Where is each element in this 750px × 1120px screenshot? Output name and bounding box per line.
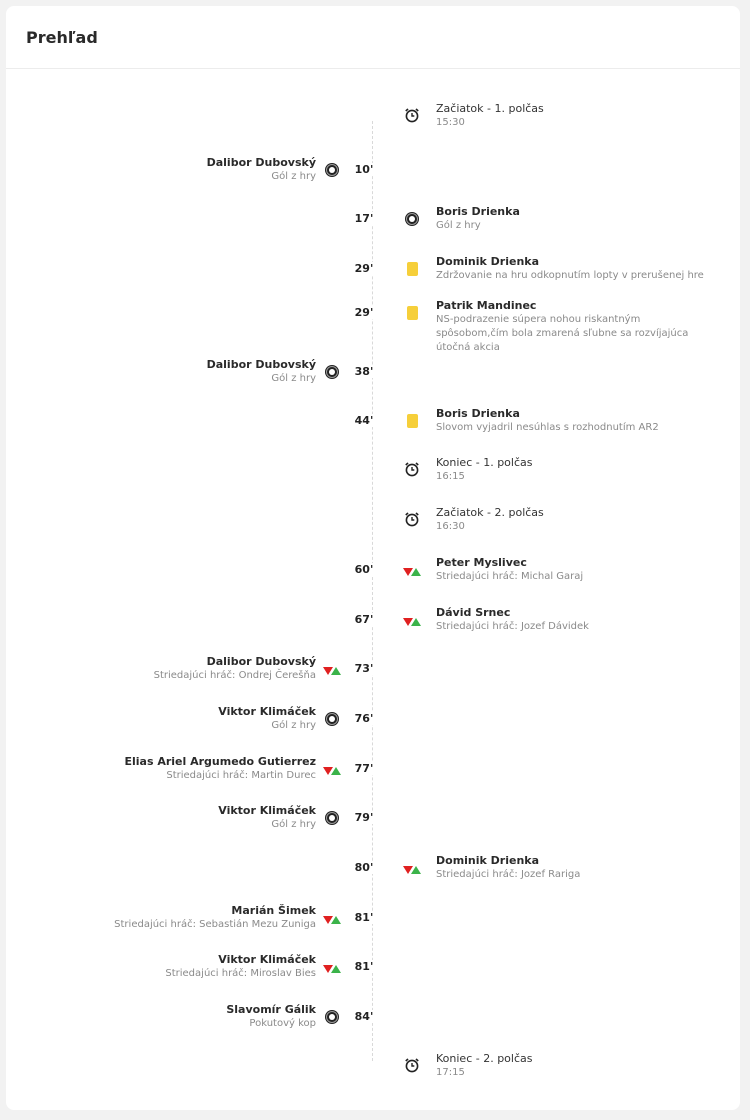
ball-icon	[325, 1009, 339, 1028]
event-detail: 15:30	[436, 117, 465, 128]
substitution-icon	[403, 612, 421, 631]
period-label: Začiatok - 1. polčas	[436, 102, 544, 115]
event-text	[436, 606, 706, 634]
event-detail: 17:15	[436, 1067, 465, 1078]
event-minute: 67'	[346, 613, 382, 626]
event-text	[436, 299, 706, 355]
event-minute: 29'	[346, 306, 382, 319]
substitution-icon	[323, 910, 341, 929]
player-name: Boris Drienka	[436, 407, 520, 420]
overview-card	[6, 6, 740, 1110]
event-icon-slot	[403, 563, 421, 579]
event-text	[436, 255, 706, 283]
player-name: Dalibor Dubovský	[206, 655, 316, 668]
event-icon-slot	[323, 960, 341, 976]
event-minute: 29'	[346, 262, 382, 275]
event-minute: 80'	[346, 861, 382, 874]
event-detail: Striedajúci hráč: Martin Durec	[166, 770, 316, 781]
event-detail: Gól z hry	[436, 220, 481, 231]
event-detail: Striedajúci hráč: Ondrej Čerešňa	[153, 670, 316, 681]
event-detail: Zdržovanie na hru odkopnutím lopty v prerušenej hre	[436, 270, 704, 281]
event-icon-slot	[403, 262, 421, 278]
match-timeline	[6, 6, 740, 1110]
event-text	[436, 506, 706, 534]
event-text	[436, 854, 706, 882]
event-text	[436, 1052, 706, 1080]
player-name: Dominik Drienka	[436, 255, 540, 268]
event-icon-slot	[403, 463, 421, 479]
player-name: Peter Myslivec	[436, 556, 527, 569]
player-name: Dalibor Dubovský	[206, 358, 316, 371]
event-detail: Slovom vyjadril nesúhlas s rozhodnutím AR2	[436, 422, 659, 433]
event-text	[436, 102, 706, 130]
event-minute: 81'	[346, 960, 382, 973]
player-name: Slavomír Gálik	[226, 1003, 316, 1016]
yellow-card-icon	[407, 305, 418, 324]
event-icon-slot	[323, 365, 341, 381]
event-icon-slot	[323, 762, 341, 778]
event-text	[226, 1003, 316, 1031]
event-text	[218, 705, 316, 733]
event-minute: 79'	[346, 811, 382, 824]
player-name: Viktor Klimáček	[218, 705, 316, 718]
yellow-card-icon	[407, 261, 418, 280]
event-icon-slot	[323, 662, 341, 678]
event-detail: Gól z hry	[271, 720, 316, 731]
event-icon-slot	[403, 212, 421, 228]
event-detail: 16:30	[436, 521, 465, 532]
event-text	[124, 755, 316, 783]
clock-icon	[404, 511, 420, 531]
period-label: Začiatok - 2. polčas	[436, 506, 544, 519]
event-detail: 16:15	[436, 471, 465, 482]
event-minute: 77'	[346, 762, 382, 775]
player-name: Elias Ariel Argumedo Gutierrez	[124, 755, 316, 768]
event-minute: 10'	[346, 163, 382, 176]
event-minute: 60'	[346, 563, 382, 576]
event-text	[436, 407, 706, 435]
event-icon-slot	[323, 811, 341, 827]
ball-icon	[325, 810, 339, 829]
substitution-icon	[323, 661, 341, 680]
player-name: Dalibor Dubovský	[206, 156, 316, 169]
period-label: Koniec - 1. polčas	[436, 456, 533, 469]
event-detail: Striedajúci hráč: Sebastián Mezu Zuniga	[114, 919, 316, 930]
event-minute: 38'	[346, 365, 382, 378]
event-text	[114, 904, 316, 932]
player-name: Boris Drienka	[436, 205, 520, 218]
event-text	[436, 456, 706, 484]
event-icon-slot	[403, 861, 421, 877]
clock-icon	[404, 1057, 420, 1077]
event-icon-slot	[403, 1059, 421, 1075]
substitution-icon	[403, 860, 421, 879]
event-minute: 84'	[346, 1010, 382, 1023]
ball-icon	[325, 162, 339, 181]
player-name: Patrik Mandinec	[436, 299, 537, 312]
event-detail: Pokutový kop	[249, 1018, 316, 1029]
event-detail: Gól z hry	[271, 171, 316, 182]
event-minute: 17'	[346, 212, 382, 225]
event-detail: Gól z hry	[271, 819, 316, 830]
event-detail: Gól z hry	[271, 373, 316, 384]
event-minute: 44'	[346, 414, 382, 427]
substitution-icon	[323, 959, 341, 978]
ball-icon	[325, 364, 339, 383]
event-text	[207, 358, 316, 386]
event-icon-slot	[323, 712, 341, 728]
event-text	[436, 556, 706, 584]
event-minute: 76'	[346, 712, 382, 725]
substitution-icon	[323, 761, 341, 780]
event-text	[436, 205, 706, 233]
event-detail: Striedajúci hráč: Miroslav Bies	[165, 968, 316, 979]
player-name: Marián Šimek	[231, 904, 316, 917]
event-detail: Striedajúci hráč: Michal Garaj	[436, 571, 584, 582]
player-name: Dávid Srnec	[436, 606, 511, 619]
event-icon-slot	[403, 306, 421, 322]
event-icon-slot	[403, 109, 421, 125]
event-detail: NS-podrazenie súpera nohou riskantným spôsobom,čím bola zmarená sľubne sa rozvíjajúca útočná akcia	[436, 314, 689, 353]
player-name: Viktor Klimáček	[218, 953, 316, 966]
event-icon-slot	[323, 911, 341, 927]
event-text	[154, 655, 316, 683]
player-name: Dominik Drienka	[436, 854, 540, 867]
event-detail: Striedajúci hráč: Jozef Rariga	[436, 869, 581, 880]
ball-icon	[405, 211, 419, 230]
event-icon-slot	[323, 1010, 341, 1026]
event-text	[218, 804, 316, 832]
page-title: Prehľad	[26, 27, 98, 47]
event-text	[165, 953, 316, 981]
event-minute: 73'	[346, 662, 382, 675]
clock-icon	[404, 107, 420, 127]
event-text	[207, 156, 316, 184]
event-icon-slot	[323, 163, 341, 179]
event-minute: 81'	[346, 911, 382, 924]
ball-icon	[325, 711, 339, 730]
yellow-card-icon	[407, 413, 418, 432]
substitution-icon	[403, 562, 421, 581]
clock-icon	[404, 461, 420, 481]
event-detail: Striedajúci hráč: Jozef Dávidek	[436, 621, 589, 632]
player-name: Viktor Klimáček	[218, 804, 316, 817]
event-icon-slot	[403, 414, 421, 430]
event-icon-slot	[403, 513, 421, 529]
period-label: Koniec - 2. polčas	[436, 1052, 533, 1065]
event-icon-slot	[403, 613, 421, 629]
